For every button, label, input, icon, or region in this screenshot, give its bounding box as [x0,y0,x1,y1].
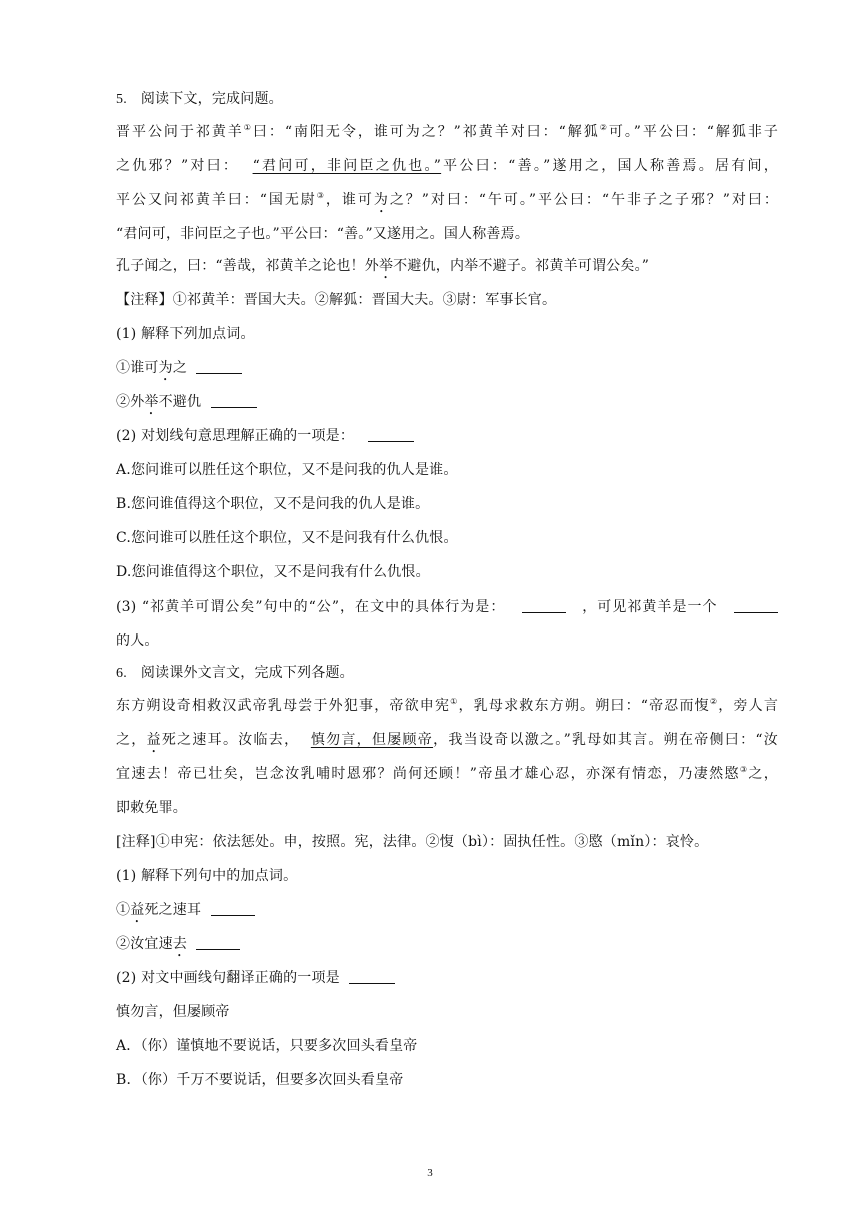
q5-dotted-word-ju: 举 [378,258,394,274]
q6-instruction: 阅读课外文言文，完成下列各题。 [140,665,354,681]
answer-blank[interactable] [734,598,778,613]
answer-blank[interactable] [522,598,566,613]
q5-option-d: D.您问谁值得这个职位，又不是问我有什么仇恨。 [116,564,430,580]
q6-number: 6. [116,666,127,681]
q5-underlined-sentence: “君问可，非问臣之仇也。” [252,158,442,174]
q6-underlined-sentence: 慎勿言，但屡顾帝 [310,732,434,748]
q6-sub1-item-2: ②汝宜速去 [116,934,240,960]
q5-passage-line-3: 平公又问祁黄羊曰：“国无尉③，谁可为之？”对曰：“午可。”平公曰：“午非子之子邪？”对曰： [116,191,779,208]
q5-passage-line-4: “君问可，非问臣之子也。”平公曰：“善。”又遂用之。国人称善焉。 [116,226,530,242]
q6-option-a: A．（你）谨慎地不要说话，只要多次回头看皇帝 [116,1038,418,1054]
answer-blank[interactable] [196,359,242,374]
q6-passage-line-1: 东方朔设奇相救汉武帝乳母尝于外犯事，帝欲申宪①，乳母求救东方朔。朔曰：“帝忍而愎②，旁人言 [116,697,779,714]
answer-blank[interactable] [196,935,240,950]
answer-blank[interactable] [211,901,255,916]
q6-notes: [注释]①申宪：依法惩处。申，按照。宪，法律。②愎（bì）：固执任性。③愍（mǐn）：哀怜。 [116,834,709,850]
q5-sub3-line-1: (3) “祁黄羊可谓公矣”句中的“公”，在文中的具体行为是： ，可见祁黄羊是一个 [116,597,778,617]
q5-sub1-prompt: (1) 解释下列加点词。 [116,326,255,342]
page-number: 3 [427,1167,433,1179]
q5-option-a: A.您问谁可以胜任这个职位，又不是问我的仇人是谁。 [116,462,458,478]
q6-option-b: B．（你）千万不要说话，但要多次回头看皇帝 [116,1072,404,1088]
q6-sub1-prompt: (1) 解释下列句中的加点词。 [116,868,298,884]
q5-instruction: 阅读下文，完成问题。 [140,91,283,107]
q6-passage-line-2: 之，益死之速耳。汝临去， 慎勿言，但屡顾帝，我当设奇以激之。”乳母如其言。朔在帝侧曰：“汝 [116,732,778,748]
q5-option-c: C.您问谁可以胜任这个职位，又不是问我有什么仇恨。 [116,530,458,546]
q5-sub1-item-1: ①谁可为之 [116,358,242,384]
q5-passage-line-1: 晋平公问于祁黄羊①曰：“南阳无令，谁可为之？”祁黄羊对曰：“解狐②可。”平公曰：“解狐非子 [116,123,779,140]
q5-sub3-line-2: 的人。 [116,633,159,649]
q5-notes: 【注释】①祁黄羊：晋国大夫。②解狐：晋国大夫。③尉：军事长官。 [116,292,557,308]
answer-blank[interactable] [211,393,257,408]
q5-heading [116,89,283,110]
q6-passage-line-4: 即敕免罪。 [116,800,187,816]
q5-dotted-word-wei: 为 [373,192,390,208]
answer-blank[interactable] [349,969,395,984]
q6-sub2-prompt: (2) 对文中画线句翻译正确的一项是 [116,968,395,988]
q5-option-b: B.您问谁值得这个职位，又不是问我的仇人是谁。 [116,496,430,512]
q6-sub2-quote: 慎勿言，但屡顾帝 [116,1004,230,1020]
q6-sub1-item-1: ①益死之速耳 [116,900,255,926]
q5-sub1-item-2: ②外举不避仇 [116,392,257,418]
q6-dotted-word-yi: 益 [146,732,162,748]
q6-heading [116,663,354,684]
q5-sub2-prompt: (2) 对划线句意思理解正确的一项是： [116,426,414,446]
q5-passage-line-2: 之仇邪？”对曰： “君问可，非问臣之仇也。”平公曰：“善。”遂用之，国人称善焉。居有间， [116,158,778,174]
answer-blank[interactable] [368,427,414,442]
q5-number: 5. [116,92,127,107]
q5-passage-line-5: 孔子闻之，曰：“善哉，祁黄羊之论也！外举不避仇，内举不避子。祁黄羊可谓公矣。” [116,258,650,274]
q6-passage-line-3: 宜速去！帝已壮矣，岂念汝乳哺时恩邪？尚何还顾！”帝虽才雄心忍，亦深有情恋，乃凄然愍③之， [116,765,779,782]
